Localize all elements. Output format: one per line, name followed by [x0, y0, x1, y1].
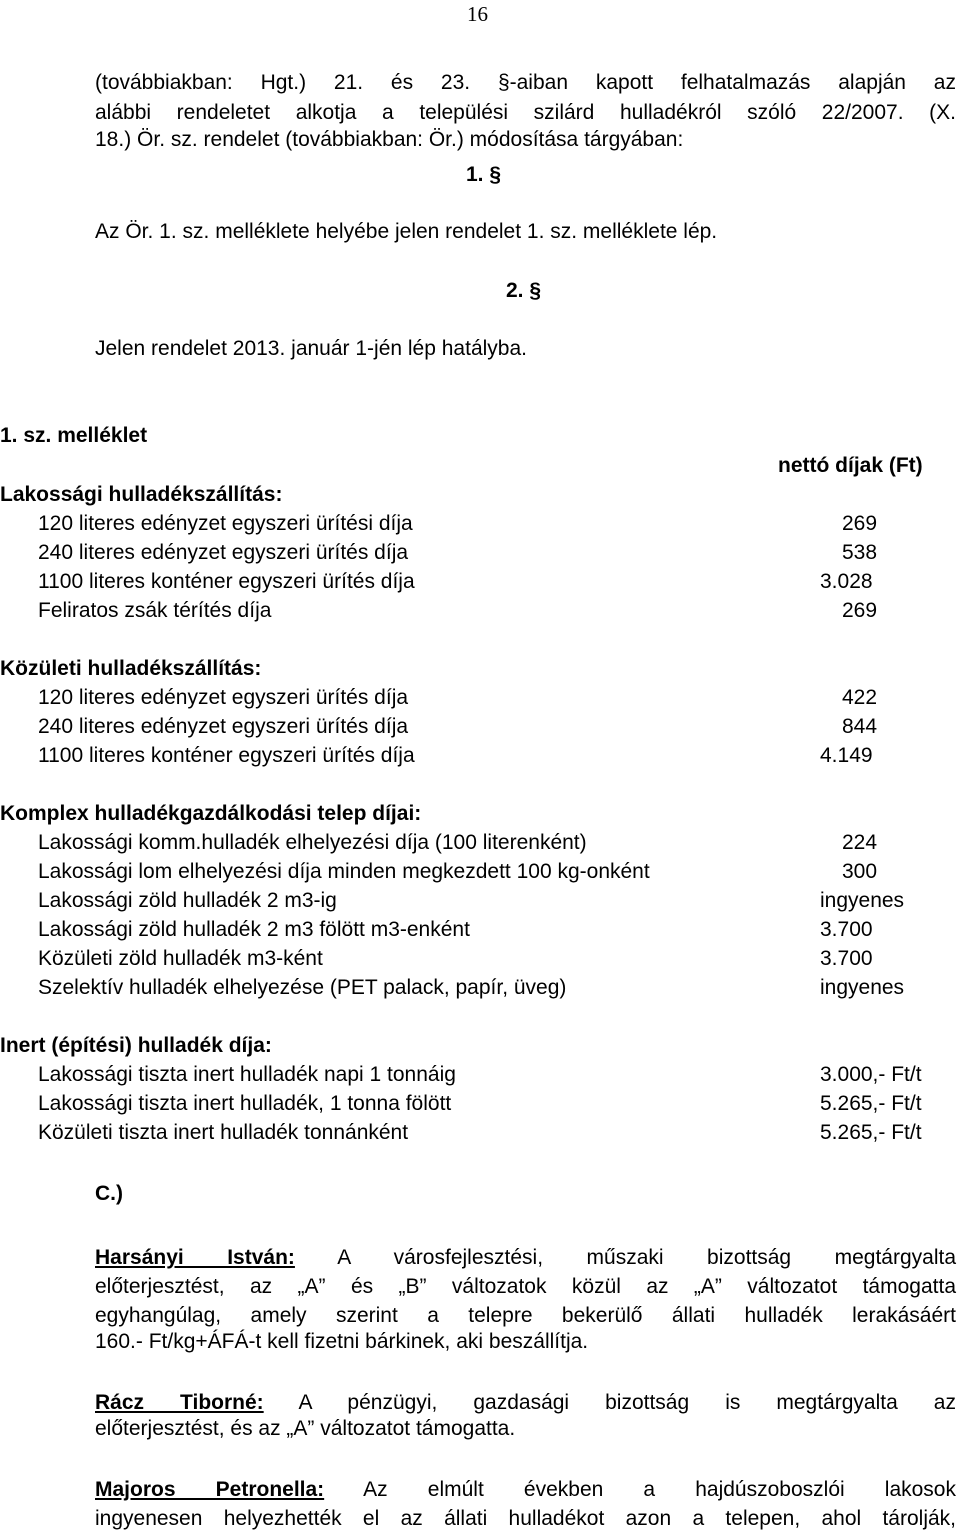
- intro-line-3: 18.) Ör. sz. rendelet (továbbiakban: Ör.) módosítása tárgyában:: [95, 128, 684, 151]
- fee-row: [0, 686, 960, 715]
- speech-harsanyi-line-3: egyhangúlag, amely szerint a telepre bekerülő állati hulladék lerakásáért: [95, 1304, 956, 1327]
- group-title-lakossagi: Lakossági hulladékszállítás:: [0, 483, 283, 506]
- speaker-name: Majoros Petronella:: [95, 1478, 325, 1501]
- fee-value: 300: [842, 860, 878, 883]
- fee-value: ingyenes: [820, 889, 905, 912]
- speech-text: Az elmúlt években a hajdúszoboszlói lakosok: [363, 1478, 956, 1501]
- fee-value: 3.700: [820, 947, 873, 970]
- group-title-inert: Inert (építési) hulladék díja:: [0, 1034, 272, 1057]
- fee-row: [0, 976, 960, 1005]
- fee-value: 422: [842, 686, 878, 709]
- fee-value: 4.149: [820, 744, 873, 767]
- fee-label: 240 literes edényzet egyszeri ürítés díja: [38, 541, 409, 564]
- fee-value: 3.028: [820, 570, 873, 593]
- fee-value: 844: [842, 715, 878, 738]
- fee-row: [0, 860, 960, 889]
- fee-value: 269: [842, 512, 878, 535]
- option-heading: C.): [95, 1182, 123, 1205]
- speech-harsanyi-line-2: előterjesztést, az „A” és „B” változatok közül az „A” változatot támogatta: [95, 1275, 956, 1298]
- fee-label: Lakossági lom elhelyezési díja minden megkezdett 100 kg-onként: [38, 860, 650, 883]
- fee-label: Lakossági komm.hulladék elhelyezési díja (100 literenként): [38, 831, 587, 854]
- fee-row: [0, 570, 960, 599]
- page-number: 16: [467, 2, 488, 26]
- fee-row: [0, 715, 960, 744]
- fee-value: 3.000,- Ft/t: [820, 1063, 922, 1086]
- fee-value: 538: [842, 541, 878, 564]
- speech-harsanyi-line-1: [95, 1243, 956, 1272]
- fee-label: 1100 literes konténer egyszeri ürítés díja: [38, 744, 415, 767]
- section-2-text: Jelen rendelet 2013. január 1-jén lép hatályba.: [95, 337, 527, 360]
- fee-label: Közületi zöld hulladék m3-ként: [38, 947, 323, 970]
- fee-row: [0, 512, 960, 541]
- intro-line-2: alábbi rendeletet alkotja a települési szilárd hulladékról szóló 22/2007. (X.: [95, 101, 956, 124]
- fee-value: 5.265,- Ft/t: [820, 1121, 922, 1144]
- speech-racz-line-1: [95, 1388, 956, 1417]
- annex-title: 1. sz. melléklet: [0, 424, 148, 447]
- speech-text: A pénzügyi, gazdasági bizottság is megtárgyalta az: [298, 1391, 956, 1414]
- fee-row: [0, 1092, 960, 1121]
- fee-value: 3.700: [820, 918, 873, 941]
- fee-label: 1100 literes konténer egyszeri ürítés díja: [38, 570, 415, 593]
- fee-label: Szelektív hulladék elhelyezése (PET palack, papír, üveg): [38, 976, 567, 999]
- fee-label: 120 literes edényzet egyszeri ürítési díja: [38, 512, 413, 535]
- speech-harsanyi-line-4: 160.- Ft/kg+ÁFÁ-t kell fizetni bárkinek, aki beszállítja.: [95, 1330, 589, 1353]
- fee-value: 224: [842, 831, 878, 854]
- fee-row: [0, 831, 960, 860]
- section-2-heading: 2. §: [506, 279, 542, 302]
- section-1-text: Az Ör. 1. sz. melléklete helyébe jelen rendelet 1. sz. melléklete lép.: [95, 220, 718, 243]
- fee-label: Közületi tiszta inert hulladék tonnánként: [38, 1121, 409, 1144]
- intro-line-1: (továbbiakban: Hgt.) 21. és 23. §-aiban kapott felhatalmazás alapján az: [95, 71, 956, 94]
- speech-majoros-line-2: ingyenesen helyezhették el az állati hulladékot azon a telepen, ahol tárolják,: [95, 1507, 956, 1530]
- fee-row: [0, 599, 960, 628]
- speech-majoros-line-1: [95, 1475, 956, 1504]
- fee-label: Feliratos zsák térítés díja: [38, 599, 272, 622]
- section-1-heading: 1. §: [466, 163, 502, 186]
- fee-row: [0, 1063, 960, 1092]
- speech-text: A városfejlesztési, műszaki bizottság megtárgyalta: [337, 1246, 956, 1269]
- fee-row: [0, 947, 960, 976]
- fee-row: [0, 744, 960, 773]
- fee-label: Lakossági zöld hulladék 2 m3-ig: [38, 889, 337, 912]
- fee-label: 240 literes edényzet egyszeri ürítés díja: [38, 715, 409, 738]
- fee-row: [0, 1121, 960, 1150]
- fee-label: Lakossági tiszta inert hulladék, 1 tonna fölött: [38, 1092, 452, 1115]
- group-title-komplex: Komplex hulladékgazdálkodási telep díjai:: [0, 802, 422, 825]
- fee-label: Lakossági tiszta inert hulladék napi 1 tonnáig: [38, 1063, 456, 1086]
- fee-row: [0, 889, 960, 918]
- group-title-kozuleti: Közületi hulladékszállítás:: [0, 657, 262, 680]
- fee-label: Lakossági zöld hulladék 2 m3 fölött m3-enként: [38, 918, 470, 941]
- fee-row: [0, 541, 960, 570]
- fee-value: 269: [842, 599, 878, 622]
- fee-value: 5.265,- Ft/t: [820, 1092, 922, 1115]
- fee-value: ingyenes: [820, 976, 905, 999]
- fee-label: 120 literes edényzet egyszeri ürítés díja: [38, 686, 409, 709]
- speaker-name: Harsányi István:: [95, 1246, 295, 1269]
- fee-row: [0, 918, 960, 947]
- speaker-name: Rácz Tiborné:: [95, 1391, 264, 1414]
- speech-racz-line-2: előterjesztést, és az „A” változatot támogatta.: [95, 1417, 516, 1440]
- column-header: nettó díjak (Ft): [778, 454, 923, 477]
